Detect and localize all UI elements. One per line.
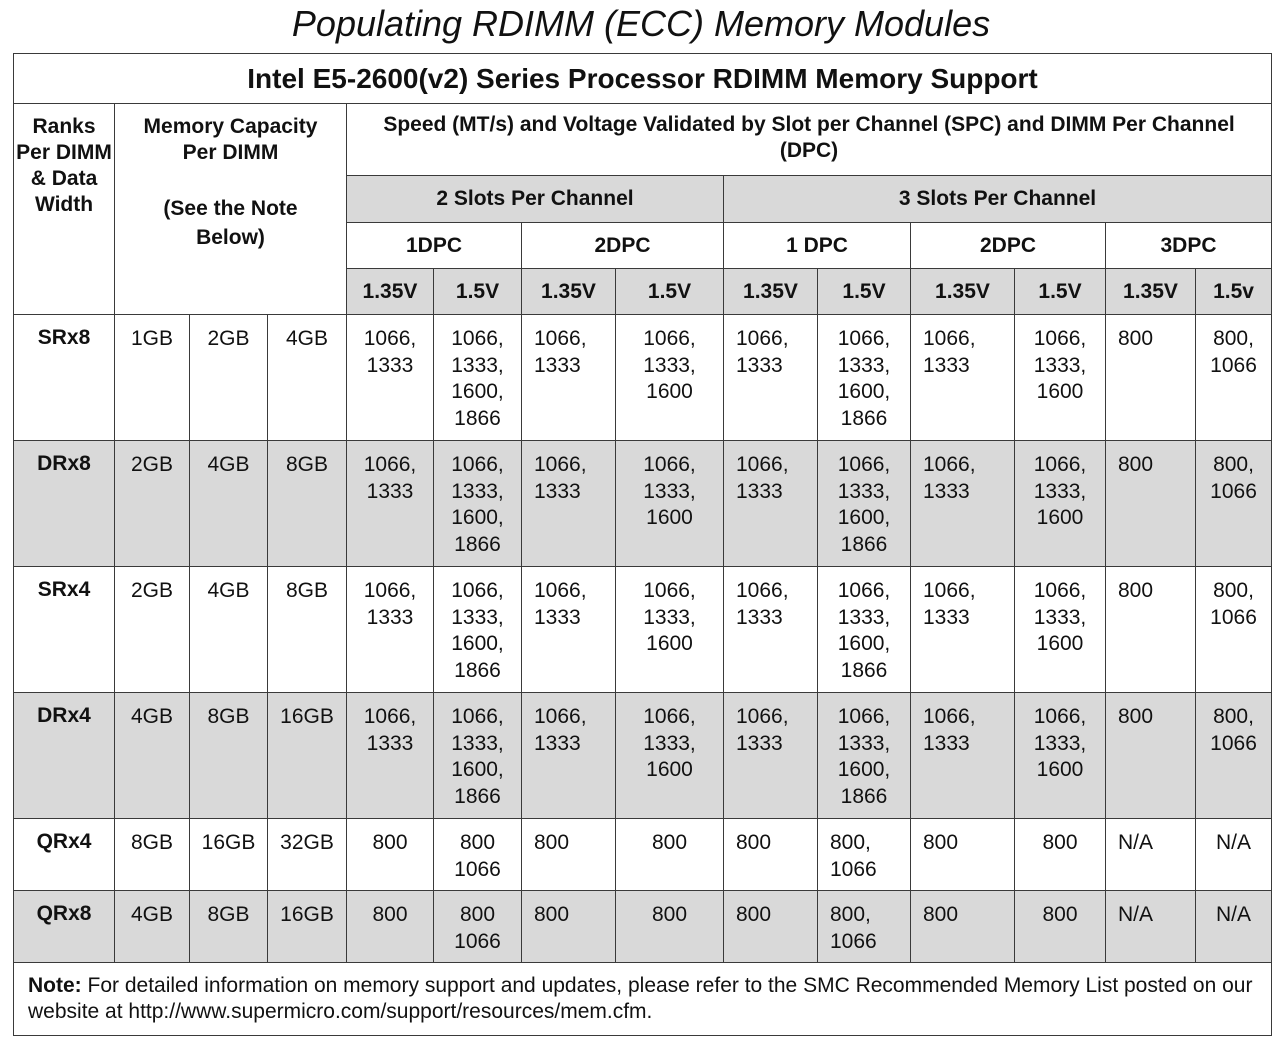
note-text: For detailed information on memory support and updates, please refer to the SMC Recommended Memory List posted on our website at http://www.supermicro.com/support/resources/mem.cfm. xyxy=(28,974,1253,1023)
speed-cell: 800 xyxy=(1015,891,1106,963)
speed-cell: 1066, 1333 xyxy=(347,567,434,693)
speed-header: Speed (MT/s) and Voltage Validated by Slot per Channel (SPC) and DIMM Per Channel (DPC) xyxy=(347,104,1272,176)
speed-cell: 1066, 1333 xyxy=(724,441,818,567)
speed-cell: 800 xyxy=(911,891,1015,963)
speed-cell: 1066, 1333 xyxy=(522,441,616,567)
speed-cell: 800 xyxy=(911,819,1015,891)
voltage-header: 1.35V xyxy=(724,269,818,315)
rank-cell: QRx4 xyxy=(14,819,115,891)
speed-cell: 1066, 1333 xyxy=(347,441,434,567)
table-row xyxy=(14,819,1272,891)
speed-cell: 1066, 1333 xyxy=(522,567,616,693)
voltage-header: 1.35V xyxy=(911,269,1015,315)
rank-cell: SRx4 xyxy=(14,567,115,693)
speed-cell: 800 xyxy=(522,891,616,963)
note-row xyxy=(14,963,1272,1036)
speed-cell: 1066, 1333, 1600, 1866 xyxy=(434,315,522,441)
speed-cell: 1066, 1333 xyxy=(911,693,1015,819)
table-row xyxy=(14,891,1272,963)
capacity-cell: 2GB xyxy=(115,567,190,693)
voltage-header: 1.35V xyxy=(347,269,434,315)
capacity-header xyxy=(115,104,347,315)
capacity-cell: 2GB xyxy=(190,315,268,441)
capacity-cell: 2GB xyxy=(115,441,190,567)
memory-support-table xyxy=(13,53,1272,1036)
capacity-cell: 4GB xyxy=(190,441,268,567)
speed-cell: 800 xyxy=(1106,567,1196,693)
speed-cell: 800, 1066 xyxy=(1196,441,1272,567)
table-title: Intel E5-2600(v2) Series Processor RDIMM Memory Support xyxy=(14,54,1272,104)
speed-cell: 800 xyxy=(724,819,818,891)
speed-cell: 800, 1066 xyxy=(818,819,911,891)
speed-cell: 800 xyxy=(1015,819,1106,891)
speed-cell: 1066, 1333, 1600, 1866 xyxy=(818,441,911,567)
speed-cell: N/A xyxy=(1196,819,1272,891)
spc2-header: 2 Slots Per Channel xyxy=(347,176,724,223)
speed-cell: N/A xyxy=(1106,891,1196,963)
capacity-cell: 8GB xyxy=(190,693,268,819)
speed-cell: N/A xyxy=(1196,891,1272,963)
voltage-header: 1.5V xyxy=(616,269,724,315)
speed-cell: 1066, 1333, 1600 xyxy=(616,567,724,693)
speed-cell: 1066, 1333, 1600, 1866 xyxy=(434,567,522,693)
note xyxy=(14,963,1272,1036)
speed-cell: 800, 1066 xyxy=(1196,567,1272,693)
capacity-cell: 8GB xyxy=(115,819,190,891)
speed-cell: 1066, 1333 xyxy=(347,693,434,819)
page-title: Populating RDIMM (ECC) Memory Modules xyxy=(291,3,991,44)
voltage-header: 1.5V xyxy=(434,269,522,315)
speed-cell: 1066, 1333, 1600 xyxy=(1015,441,1106,567)
speed-cell: 1066, 1333 xyxy=(522,315,616,441)
capacity-cell: 1GB xyxy=(115,315,190,441)
speed-cell: 1066, 1333, 1600 xyxy=(616,441,724,567)
speed-cell: 800 xyxy=(1106,441,1196,567)
voltage-header: 1.5V xyxy=(818,269,911,315)
speed-cell: 800 xyxy=(1106,693,1196,819)
speed-cell: 800 xyxy=(347,891,434,963)
capacity-cell: 4GB xyxy=(190,567,268,693)
speed-cell: 800, 1066 xyxy=(1196,315,1272,441)
capacity-cell: 8GB xyxy=(190,891,268,963)
speed-cell: 1066, 1333, 1600, 1866 xyxy=(434,441,522,567)
dpc-header-2spc-1dpc: 1DPC xyxy=(347,223,522,269)
speed-cell: 800 1066 xyxy=(434,819,522,891)
speed-cell: 1066, 1333, 1600 xyxy=(616,315,724,441)
ranks-header: Ranks Per DIMM & Data Width xyxy=(14,104,115,315)
table-row xyxy=(14,441,1272,567)
dpc-header-2spc-2dpc: 2DPC xyxy=(522,223,724,269)
speed-cell: 1066, 1333, 1600, 1866 xyxy=(818,693,911,819)
capacity-header-label: Memory Capacity Per DIMM xyxy=(143,115,318,164)
speed-cell: 1066, 1333 xyxy=(911,315,1015,441)
rank-cell: QRx8 xyxy=(14,891,115,963)
voltage-header: 1.5V xyxy=(1015,269,1106,315)
speed-cell: 800, 1066 xyxy=(818,891,911,963)
speed-cell: 1066, 1333 xyxy=(347,315,434,441)
capacity-cell: 8GB xyxy=(268,441,347,567)
table-row xyxy=(14,315,1272,441)
voltage-header: 1.35V xyxy=(522,269,616,315)
speed-cell: 800 1066 xyxy=(434,891,522,963)
speed-cell: 1066, 1333 xyxy=(724,315,818,441)
speed-cell: 1066, 1333, 1600 xyxy=(1015,693,1106,819)
rank-cell: DRx8 xyxy=(14,441,115,567)
speed-cell: 1066, 1333, 1600, 1866 xyxy=(818,315,911,441)
dpc-header-3spc-1dpc: 1 DPC xyxy=(724,223,911,269)
speed-cell: 800, 1066 xyxy=(1196,693,1272,819)
table-row xyxy=(14,693,1272,819)
speed-cell: 1066, 1333 xyxy=(911,567,1015,693)
speed-cell: 1066, 1333 xyxy=(522,693,616,819)
speed-cell: 800 xyxy=(724,891,818,963)
speed-cell: 800 xyxy=(1106,315,1196,441)
capacity-cell: 8GB xyxy=(268,567,347,693)
speed-cell: 800 xyxy=(522,819,616,891)
speed-cell: N/A xyxy=(1106,819,1196,891)
table-row xyxy=(14,567,1272,693)
speed-cell: 1066, 1333, 1600 xyxy=(1015,567,1106,693)
speed-cell: 800 xyxy=(347,819,434,891)
rank-cell: SRx8 xyxy=(14,315,115,441)
speed-cell: 800 xyxy=(616,819,724,891)
speed-cell: 1066, 1333, 1600 xyxy=(1015,315,1106,441)
speed-cell: 1066, 1333, 1600 xyxy=(616,693,724,819)
speed-cell: 1066, 1333, 1600, 1866 xyxy=(434,693,522,819)
note-label: Note: xyxy=(28,974,82,997)
capacity-cell: 16GB xyxy=(268,693,347,819)
speed-cell: 800 xyxy=(616,891,724,963)
capacity-header-note: (See the Note Below) xyxy=(163,197,298,249)
capacity-cell: 4GB xyxy=(115,891,190,963)
spc3-header: 3 Slots Per Channel xyxy=(724,176,1272,223)
speed-cell: 1066, 1333 xyxy=(724,693,818,819)
capacity-cell: 4GB xyxy=(115,693,190,819)
speed-cell: 1066, 1333, 1600, 1866 xyxy=(818,567,911,693)
dpc-header-3spc-3dpc: 3DPC xyxy=(1106,223,1272,269)
dpc-header-3spc-2dpc: 2DPC xyxy=(911,223,1106,269)
rank-cell: DRx4 xyxy=(14,693,115,819)
speed-cell: 1066, 1333 xyxy=(911,441,1015,567)
capacity-cell: 16GB xyxy=(268,891,347,963)
speed-cell: 1066, 1333 xyxy=(724,567,818,693)
capacity-cell: 4GB xyxy=(268,315,347,441)
voltage-header: 1.5v xyxy=(1196,269,1272,315)
voltage-header: 1.35V xyxy=(1106,269,1196,315)
capacity-cell: 16GB xyxy=(190,819,268,891)
capacity-cell: 32GB xyxy=(268,819,347,891)
